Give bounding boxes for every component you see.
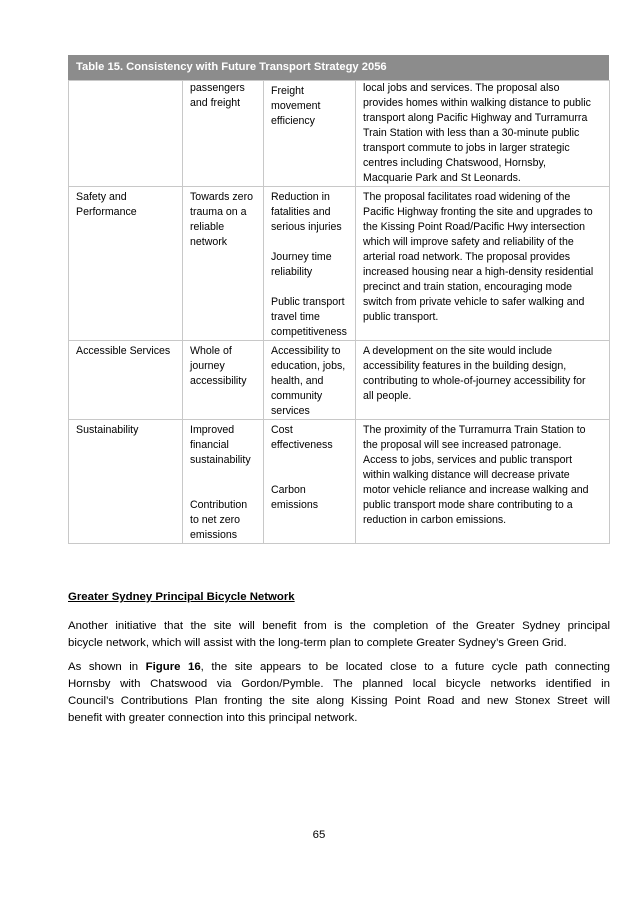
- figure-reference: Figure 16: [145, 661, 201, 673]
- table-body: [68, 80, 610, 544]
- paragraph-2: As shown in Figure 16, the site appears to be located close to a future cycle path connecting Hornsby with Chatswood via Gordon/Pymble. The planned local bicycle networks identified in Council’s Contributions Plan fronting the site along Kissing Point Road and new Stonex Street will benefit with greater connection into this principal network.: [68, 661, 610, 724]
- cell-outcome: Accessible Services: [69, 341, 183, 420]
- cell-customer-outcome: Improved financial sustainability Contribution to net zero emissions: [183, 420, 264, 544]
- cell-response: A development on the site would include accessibility features in the building design, contributing to whole-of-journey accessibility for all people.: [356, 341, 610, 420]
- cell-outcome: Sustainability: [69, 420, 183, 544]
- table-row: [69, 81, 610, 187]
- cell-measure: Freight movement efficiency: [264, 81, 356, 187]
- paragraph-1: Another initiative that the site will benefit from is the completion of the Greater Sydney principal bicycle network, which will assist with the long-term plan to complete Greater Sydney’s Green Grid.: [68, 620, 610, 649]
- cell-customer-outcome: Whole of journey accessibility: [183, 341, 264, 420]
- table-title: Table 15. Consistency with Future Transport Strategy 2056: [68, 55, 609, 80]
- cell-outcome: [69, 81, 183, 187]
- page-number: 65: [312, 829, 326, 841]
- consistency-table: [68, 55, 609, 544]
- cell-measure: Accessibility to education, jobs, health, and community services: [264, 341, 356, 420]
- section-heading: Greater Sydney Principal Bicycle Network: [68, 591, 295, 603]
- table-row: [69, 341, 610, 420]
- cell-customer-outcome: passengers and freight: [183, 81, 264, 187]
- cell-measure: Reduction in fatalities and serious injuries Journey time reliability Public transport travel time competitiveness: [264, 187, 356, 341]
- table-row: [69, 187, 610, 341]
- cell-response: The proximity of the Turramurra Train Station to the proposal will see increased patronage. Access to jobs, services and public transport within walking distance will decrease private motor vehicle reliance and increase walking and public transport mode share contributing to a reduction in carbon emissions.: [356, 420, 610, 544]
- cell-measure: Cost effectiveness Carbon emissions: [264, 420, 356, 544]
- cell-response: local jobs and services. The proposal also provides homes within walking distance to public transport along Pacific Highway and Turramurra Train Station with less than a 30-minute public transport commute to jobs in larger strategic centres including Chatswood, Hornsby, Macquarie Park and St Leonards.: [356, 81, 610, 187]
- table-row: [69, 420, 610, 544]
- paragraph-2-line-1: As shown in Figure 16, the site appears to be located close to a future cycle path connecting: [68, 661, 610, 673]
- cell-outcome: Safety and Performance: [69, 187, 183, 341]
- cell-response: The proposal facilitates road widening of the Pacific Highway fronting the site and upgrades to the Kissing Point Road/Pacific Hwy intersection which will improve safety and reliability of the arterial road network. The proposal provides increased housing near a high-density residential precinct and train station, encouraging mode switch from private vehicle to safer walking and public transport.: [356, 187, 610, 341]
- cell-customer-outcome: Towards zero trauma on a reliable network: [183, 187, 264, 341]
